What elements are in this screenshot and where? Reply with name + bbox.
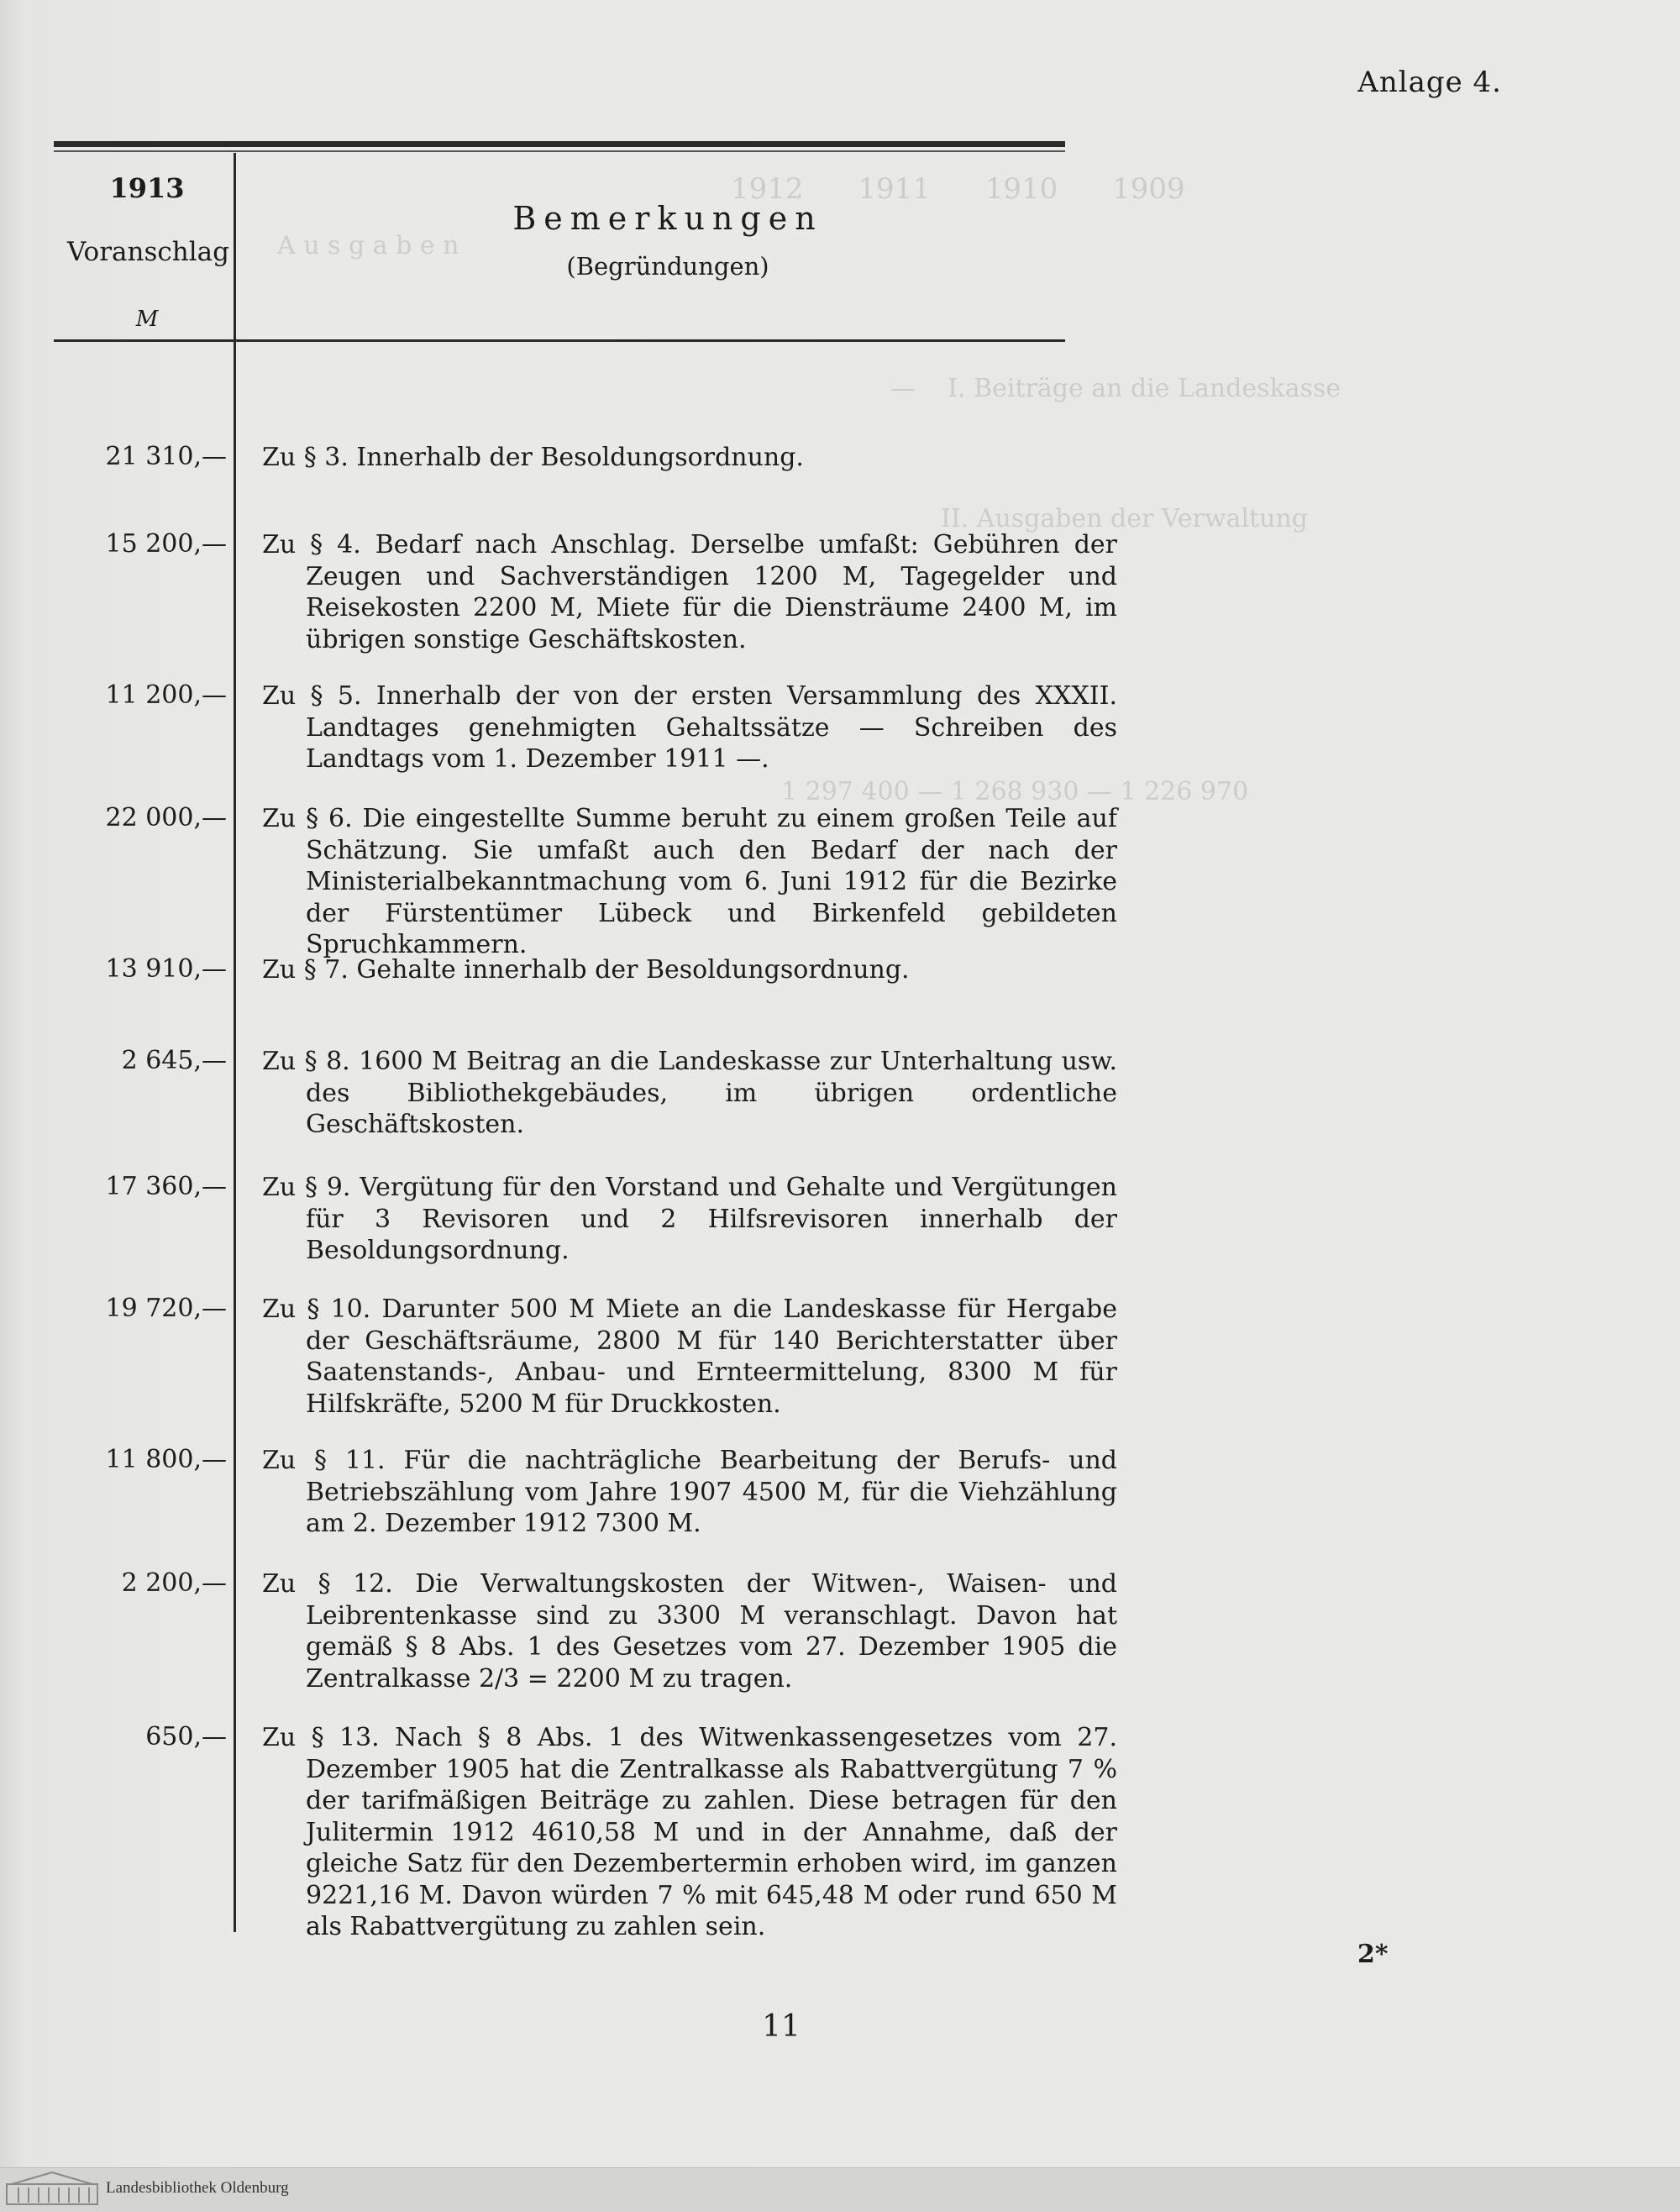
row-remark: Zu § 10. Darunter 500 M Miete an die Landeskasse für Hergabe der Geschäftsräume, 2800 M für 140 Berichterstatter über Saatenstands-, Anbau- und Ernteermittelung, 8300 M für Hilfskräfte, 5200 M für Druckkosten. bbox=[262, 1295, 1117, 1419]
row-remark: Zu § 13. Nach § 8 Abs. 1 des Witwenkassengesetzes vom 27. Dezember 1905 hat die Zentralkasse als Rabattvergütung 7 % der tarifmäßigen Beiträge zu zahlen. Diese betragen für den Julitermin 1912 4610,58 M und in der Annahme, daß der gleiche Satz für den Dezembertermin erhoben wird, im ganzen 9221,16 M. Davon würden 7 % mit 645,48 M oder rund 650 M als Rabattvergütung zu zahlen sein. bbox=[262, 1723, 1117, 1941]
row-remark: Zu § 12. Die Verwaltungskosten der Witwen-, Waisen- und Leibrentenkasse sind zu 3300 M veranschlagt. Davon hat gemäß § 8 Abs. 1 des Gesetzes vom 27. Dezember 1905 die Zentralkasse 2/3 = 2200 M zu tragen. bbox=[262, 1569, 1117, 1694]
row-remark: Zu § 9. Vergütung für den Vorstand und Gehalte und Vergütungen für 3 Revisoren und 2 Hilfsrevisoren innerhalb der Besoldungsordnung. bbox=[262, 1173, 1117, 1265]
row-amount: 21 310,— bbox=[105, 442, 227, 471]
row-remark: Zu § 3. Innerhalb der Besoldungsordnung. bbox=[262, 443, 804, 472]
bleed-through-text: 1 297 400 — 1 268 930 — 1 226 970 bbox=[781, 777, 1249, 806]
column-header-estimate: Voranschlag bbox=[67, 237, 229, 267]
row-remark: Zu § 7. Gehalte innerhalb der Besoldungsordnung. bbox=[262, 955, 910, 985]
header-rule-top-thin bbox=[54, 150, 1065, 152]
row-amount: 15 200,— bbox=[105, 529, 227, 559]
column-header-remarks-sub: (Begründungen) bbox=[566, 252, 769, 281]
row-amount: 13 910,— bbox=[105, 954, 227, 984]
row-amount: 2 645,— bbox=[121, 1046, 227, 1075]
column-header-unit: M bbox=[135, 307, 159, 332]
signature-mark: 2* bbox=[1357, 1940, 1389, 1969]
column-header-year: 1913 bbox=[109, 172, 185, 204]
row-remark: Zu § 8. 1600 M Beitrag an die Landeskasse zur Unterhaltung usw. des Bibliothekgebäudes, im übrigen ordentliche Geschäftskosten. bbox=[262, 1047, 1117, 1139]
row-amount: 2 200,— bbox=[121, 1568, 227, 1598]
header-rule-top bbox=[54, 141, 1065, 147]
bleed-through-text: II. Ausgaben der Verwaltung bbox=[941, 504, 1308, 533]
bleed-through-text: — I. Beiträge an die Landeskasse bbox=[890, 374, 1341, 403]
row-remark: Zu § 5. Innerhalb der von der ersten Versammlung des XXXII. Landtages genehmigten Gehaltssätze — Schreiben des Landtags vom 1. Dezember 1911 —. bbox=[262, 681, 1117, 774]
row-remark: Zu § 6. Die eingestellte Summe beruht zu einem großen Teile auf Schätzung. Sie umfaßt auch den Bedarf der nach der Ministerialbekanntmachung vom 6. Juni 1912 für die Bezirke der Fürstentümer Lübeck und Birkenfeld gebildeten Spruchkammern. bbox=[262, 804, 1117, 959]
row-amount: 650,— bbox=[145, 1722, 227, 1751]
annex-label: Anlage 4. bbox=[1357, 66, 1502, 99]
library-logo-icon bbox=[5, 2171, 99, 2206]
column-divider bbox=[234, 153, 236, 1932]
bleed-through-text: 1912 1911 1910 1909 bbox=[731, 172, 1185, 206]
column-header-remarks: Bemerkungen bbox=[512, 200, 823, 237]
row-amount: 17 360,— bbox=[105, 1172, 227, 1201]
row-remark: Zu § 4. Bedarf nach Anschlag. Derselbe umfaßt: Gebühren der Zeugen und Sachverständigen 1200 M, Tagegelder und Reisekosten 2200 M, Miete für die Diensträume 2400 M, im übrigen sonstige Geschäftskosten. bbox=[262, 530, 1117, 654]
row-amount: 19 720,— bbox=[105, 1294, 227, 1323]
row-amount: 11 800,— bbox=[105, 1445, 227, 1474]
library-name: Landesbibliothek Oldenburg bbox=[106, 2179, 289, 2197]
row-amount: 22 000,— bbox=[105, 803, 227, 832]
bleed-through-text: A u s g a b e n bbox=[277, 231, 459, 260]
row-amount: 11 200,— bbox=[105, 680, 227, 710]
row-remark: Zu § 11. Für die nachträgliche Bearbeitung der Berufs- und Betriebszählung vom Jahre 1907 4500 M, für die Viehzählung am 2. Dezember 1912 7300 M. bbox=[262, 1446, 1117, 1538]
page-number: 11 bbox=[762, 2009, 801, 2044]
header-rule-bottom bbox=[54, 339, 1065, 342]
